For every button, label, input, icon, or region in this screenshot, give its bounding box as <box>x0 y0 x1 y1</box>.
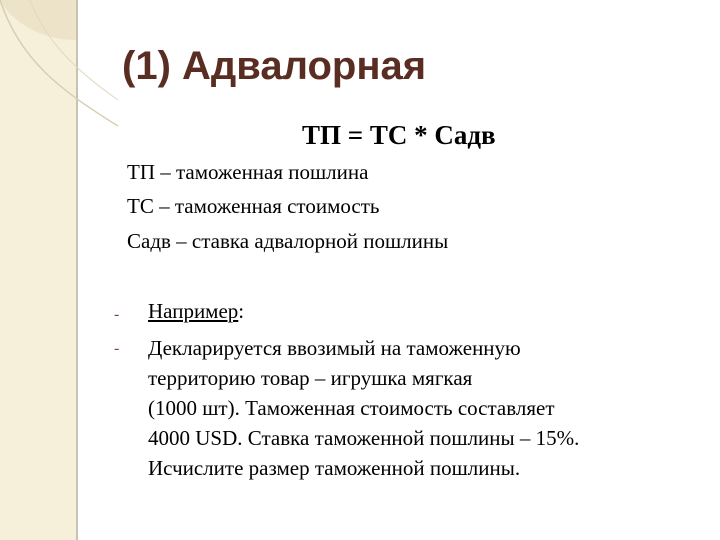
definition-ts: ТС – таможенная стоимость <box>127 194 380 218</box>
example-line: Декларируется ввозимый на таможенную <box>148 336 521 360</box>
example-line: (1000 шт). Таможенная стоимость составляет <box>148 396 555 420</box>
example-line: Исчислите размер таможенной пошлины. <box>148 456 521 480</box>
definition-sadv: Садв – ставка адвалорной пошлины <box>127 229 449 253</box>
bullet-marker: - <box>114 306 120 323</box>
slide-title: (1) Адвалорная <box>122 44 427 88</box>
example-label-text: Например <box>148 299 239 323</box>
example-task-text <box>148 333 688 483</box>
formula: ТП = ТС * Садв <box>302 120 496 150</box>
definition-tp: ТП – таможенная пошлина <box>127 160 369 184</box>
page-curl-decoration <box>0 0 120 130</box>
bullet-marker: - <box>114 340 120 357</box>
example-line: территорию товар – игрушка мягкая <box>148 366 473 390</box>
example-label-colon: : <box>238 299 245 323</box>
example-line: 4000 USD. Ставка таможенной пошлины – 15%. <box>148 426 580 450</box>
example-label <box>148 299 244 324</box>
